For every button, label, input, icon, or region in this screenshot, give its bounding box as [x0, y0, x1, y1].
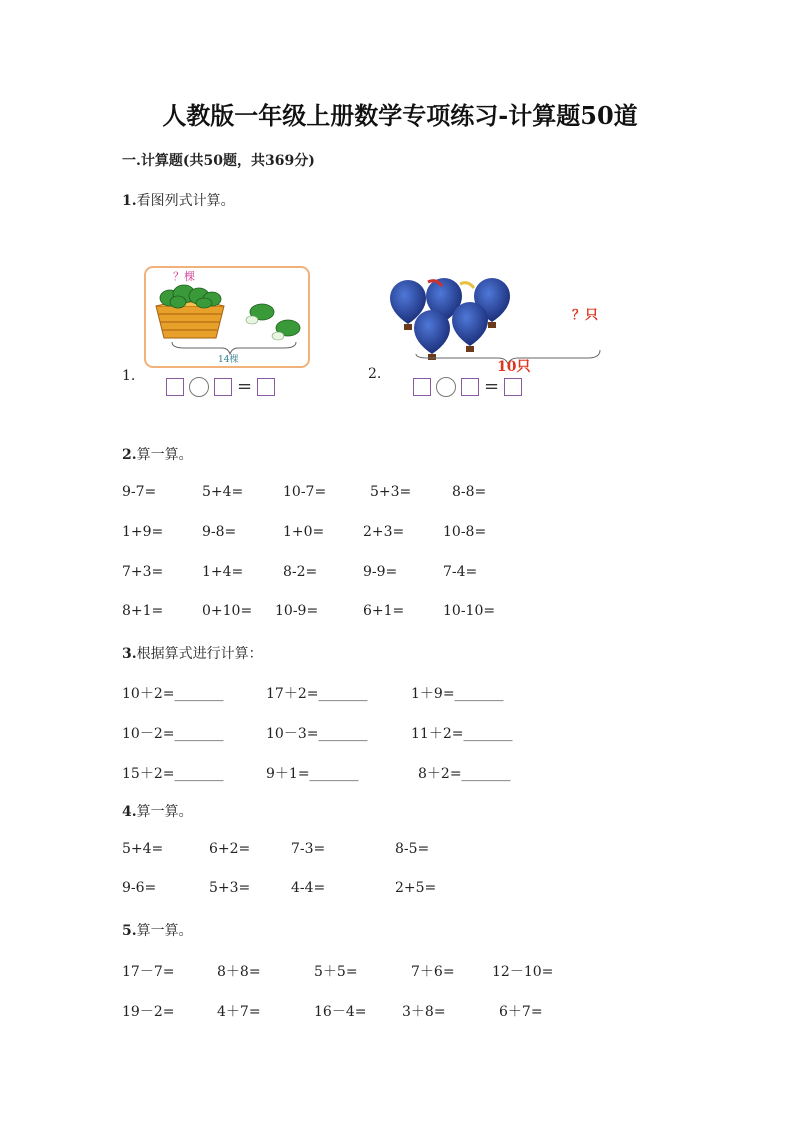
- question-2-text: 算一算。: [136, 447, 193, 463]
- equals-sign: =: [237, 376, 253, 397]
- figure-2-bottom-text: 10只: [497, 359, 531, 375]
- problem: 16－4=: [314, 1004, 367, 1020]
- question-2-number: 2.: [122, 447, 137, 463]
- problem: 1+0=: [283, 524, 325, 540]
- fill-in-problem[interactable]: 8＋2=_______: [418, 766, 511, 782]
- problem: 9-6=: [122, 880, 157, 896]
- figure-2-answer-row: [413, 377, 522, 397]
- question-1-heading: [122, 190, 235, 210]
- question-5-text: 算一算。: [136, 923, 193, 939]
- problem: 9-7=: [122, 484, 157, 500]
- question-1-text: 看图列式计算。: [136, 193, 235, 209]
- operator-circle[interactable]: [436, 377, 456, 397]
- problem: 9-8=: [202, 524, 237, 540]
- fill-in-problem[interactable]: 9＋1=_______: [266, 766, 359, 782]
- problem: 2+5=: [395, 880, 437, 896]
- figure-2-label: 2.: [368, 366, 382, 382]
- problem: 7＋6=: [411, 964, 455, 980]
- question-3-heading: [122, 643, 263, 663]
- answer-box[interactable]: [413, 378, 431, 396]
- answer-box[interactable]: [214, 378, 232, 396]
- question-5-number: 5.: [122, 923, 137, 939]
- problem: 7-3=: [291, 841, 326, 857]
- question-4-heading: [122, 801, 193, 821]
- problem: 0+10=: [202, 603, 253, 619]
- problem: 1+4=: [202, 564, 244, 580]
- problem: 10-9=: [275, 603, 319, 619]
- problem: 10-10=: [443, 603, 496, 619]
- problem: 1+9=: [122, 524, 164, 540]
- problem: 6＋7=: [499, 1004, 543, 1020]
- figure-1-top-text: ？棵: [173, 270, 195, 283]
- question-4-text: 算一算。: [136, 804, 193, 820]
- question-1-number: 1.: [122, 193, 137, 209]
- problem: 7+3=: [122, 564, 164, 580]
- question-2-heading: [122, 444, 193, 464]
- problem: 3＋8=: [402, 1004, 446, 1020]
- problem: 6+1=: [363, 603, 405, 619]
- problem: 2+3=: [363, 524, 405, 540]
- problem: 17－7=: [122, 964, 175, 980]
- question-3-text: 根据算式进行计算：: [136, 646, 263, 662]
- figure-2-question-text: ？只: [572, 308, 599, 323]
- problem: 9-9=: [363, 564, 398, 580]
- balloon-icon: [390, 278, 510, 360]
- section-heading: 一.计算题(共50题，共369分): [122, 153, 315, 169]
- problem: 8-2=: [283, 564, 318, 580]
- fill-in-problem[interactable]: 1＋9=_______: [411, 686, 504, 702]
- problem: 8+1=: [122, 603, 164, 619]
- problem: 5+3=: [370, 484, 412, 500]
- figure-1-answer-row: [166, 377, 275, 397]
- question-4-number: 4.: [122, 804, 137, 820]
- figure-1-label: 1.: [122, 368, 136, 384]
- page-title: 人教版一年级上册数学专项练习-计算题50道: [162, 101, 638, 130]
- problem: 5+3=: [209, 880, 251, 896]
- fill-in-problem[interactable]: 10＋2=_______: [122, 686, 224, 702]
- problem: 4＋7=: [217, 1004, 261, 1020]
- problem: 10-8=: [443, 524, 487, 540]
- answer-box[interactable]: [461, 378, 479, 396]
- problem: 6+2=: [209, 841, 251, 857]
- question-5-heading: [122, 920, 193, 940]
- problem: 10-7=: [283, 484, 327, 500]
- fill-in-problem[interactable]: 11＋2=_______: [411, 726, 513, 742]
- fill-in-problem[interactable]: 10－3=_______: [266, 726, 368, 742]
- problem: 5+4=: [202, 484, 244, 500]
- problem: 8-5=: [395, 841, 430, 857]
- operator-circle[interactable]: [189, 377, 209, 397]
- answer-box[interactable]: [504, 378, 522, 396]
- fill-in-problem[interactable]: 15＋2=_______: [122, 766, 224, 782]
- question-3-number: 3.: [122, 646, 137, 662]
- problem: 12－10=: [492, 964, 554, 980]
- basket-icon: [156, 302, 224, 338]
- problem: 5+4=: [122, 841, 164, 857]
- equals-sign: =: [484, 376, 500, 397]
- fill-in-problem[interactable]: 17＋2=_______: [266, 686, 368, 702]
- answer-box[interactable]: [257, 378, 275, 396]
- problem: 8-8=: [452, 484, 487, 500]
- problem: 4-4=: [291, 880, 326, 896]
- problem: 19－2=: [122, 1004, 175, 1020]
- answer-box[interactable]: [166, 378, 184, 396]
- problem: 8＋8=: [217, 964, 261, 980]
- figure-1-bottom-text: 14棵: [218, 355, 239, 365]
- problem: 7-4=: [443, 564, 478, 580]
- fill-in-problem[interactable]: 10－2=_______: [122, 726, 224, 742]
- problem: 5＋5=: [314, 964, 358, 980]
